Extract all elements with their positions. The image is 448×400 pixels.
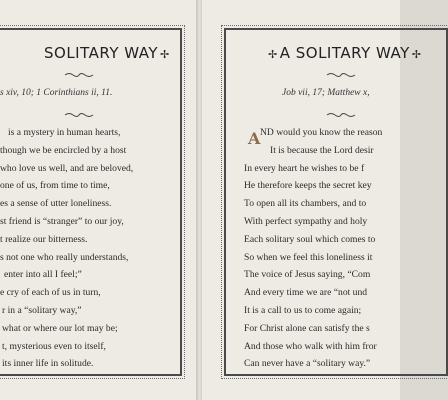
poem-line: enter into all I feel;” xyxy=(4,269,82,281)
poem-line: one of us, from time to time, xyxy=(0,180,110,192)
poem-line: is a mystery in human hearts, xyxy=(8,127,121,138)
left-scripture-reference: s xiv, 10; 1 Corinthians ii, 11. xyxy=(0,88,113,98)
poem-line: its inner life in solitude. xyxy=(2,358,94,370)
right-page xyxy=(202,0,422,400)
drop-cap: A xyxy=(248,129,261,148)
poem-line: For Christ alone can satisfy the s xyxy=(244,322,370,334)
poem-line: It is because the Lord desir xyxy=(270,144,374,156)
title-ornament-icon: ✢ xyxy=(268,48,278,61)
poem-line: r in a “solitary way,” xyxy=(2,304,82,316)
poem-line: So when we feel this loneliness it xyxy=(244,251,373,263)
right-scripture-reference: Job vii, 17; Matthew x, xyxy=(282,88,370,98)
title-ornament-icon: ✢ xyxy=(160,48,170,61)
poem-line: In every heart he wishes to be f xyxy=(244,162,365,174)
poem-line: t realize our bitterness. xyxy=(0,233,88,245)
poem-line: what or where our lot may be; xyxy=(2,322,118,334)
flourish-ornament-icon xyxy=(64,112,94,118)
left-page-title: SOLITARY WAY ✢ xyxy=(44,44,170,62)
flourish-ornament-icon xyxy=(64,72,94,78)
poem-line: s not one who really understands, xyxy=(0,251,129,263)
right-page-title: ✢ A SOLITARY WAY ✢ xyxy=(268,44,422,62)
poem-line: e cry of each of us in turn, xyxy=(0,287,101,299)
poem-line: The voice of Jesus saying, “Com xyxy=(244,269,371,281)
title-ornament-icon: ✢ xyxy=(411,48,422,61)
poem-line: Each solitary soul which comes to xyxy=(244,233,376,245)
poem-line: t, mysterious even to itself, xyxy=(2,340,106,352)
left-poem-text xyxy=(0,124,133,373)
poem-line: With perfect sympathy and holy xyxy=(244,215,368,227)
poem-line: es a sense of utter loneliness. xyxy=(0,198,112,210)
poem-line: To open all its chambers, and to xyxy=(244,198,367,210)
poem-line: st friend is “stranger” to our joy, xyxy=(0,215,124,227)
poem-line: And every time we are “not und xyxy=(244,287,368,299)
right-poem-text xyxy=(244,124,382,373)
poem-line: And those who walk with him fror xyxy=(244,340,377,352)
poem-line: who love us well, and are beloved, xyxy=(0,162,134,174)
flourish-ornament-icon xyxy=(326,72,356,78)
poem-line: though we be encircled by a host xyxy=(0,144,127,156)
poem-line: He therefore keeps the secret key xyxy=(244,180,372,192)
poem-line: ND would you know the reason xyxy=(260,127,383,138)
left-page xyxy=(0,0,198,400)
poem-line: Can never have a “solitary way.” xyxy=(244,358,371,370)
poem-line: It is a call to us to come again; xyxy=(244,304,362,316)
flourish-ornament-icon xyxy=(326,112,356,118)
